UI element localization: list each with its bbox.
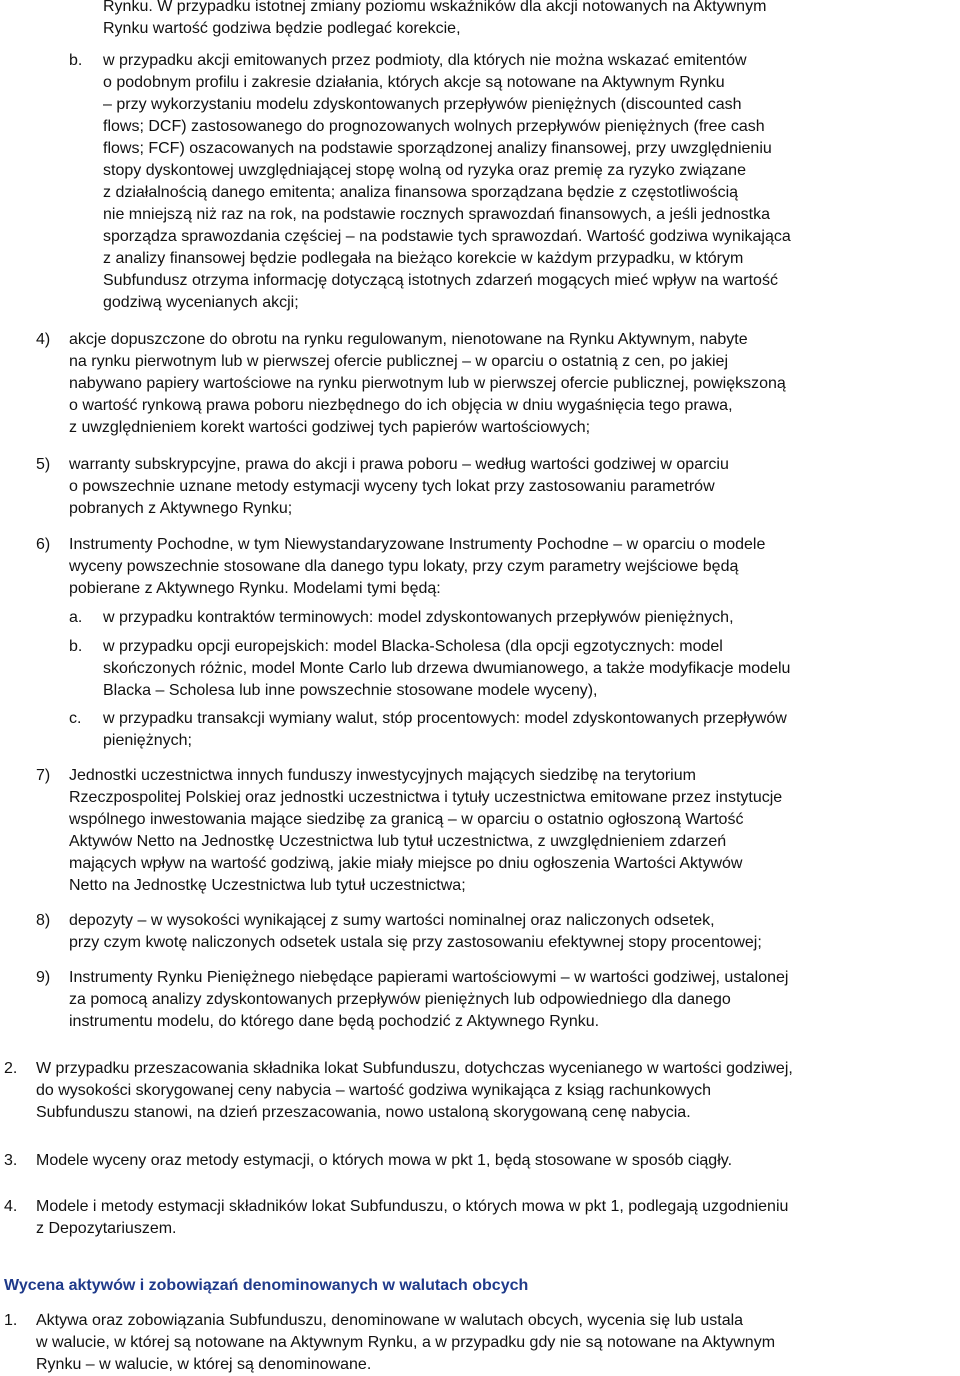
list-marker: 7) xyxy=(36,767,51,784)
text-line: w przypadku kontraktów terminowych: model zdyskontowanych przepływów pieniężnych, xyxy=(103,609,734,626)
text-line: Rynku wartość godziwa będzie podlegać korekcie, xyxy=(103,20,461,37)
text-line: Blacka – Scholesa lub inne powszechnie stosowane modele wyceny), xyxy=(103,682,598,699)
text-line: nie mniejszą niż raz na rok, na podstawie rocznych sprawozdań finansowych, a jeśli jednostka xyxy=(103,206,771,223)
text-line: Rynku – w walucie, w której są denominowane. xyxy=(36,1356,372,1373)
text-line: na rynku pierwotnym lub w pierwszej ofercie publicznej – w oparciu o ostatnią z cen, po jakiej xyxy=(69,353,728,370)
text-line: depozyty – w wysokości wynikającej z sumy wartości nominalnej oraz naliczonych odsetek, xyxy=(69,912,715,929)
text-line: pieniężnych; xyxy=(103,732,192,749)
text-line: instrumentu modelu, do którego dane będą pochodzić z Aktywnego Rynku. xyxy=(69,1013,600,1030)
text-line: W przypadku przeszacowania składnika lokat Subfunduszu, dotychczas wycenianego w wartości godziwej, xyxy=(36,1060,793,1077)
text-line: Subfunduszu stanowi, na dzień przeszacowania, nowo ustaloną skorygowaną cenę nabycia. xyxy=(36,1104,691,1121)
text-line: Instrumenty Pochodne, w tym Niewystandaryzowane Instrumenty Pochodne – w oparciu o modele xyxy=(69,536,766,553)
text-line: za pomocą analizy zdyskontowanych przepływów pieniężnych lub odpowiedniego dla danego xyxy=(69,991,731,1008)
text-line: Jednostki uczestnictwa innych funduszy inwestycyjnych mających siedzibę na terytorium xyxy=(69,767,696,784)
text-line: stopy dyskontowej uwzględniającej stopę wolną od ryzyka oraz premię za ryzyko związane xyxy=(103,162,746,179)
text-line: Netto na Jednostkę Uczestnictwa lub tytuł uczestnictwa; xyxy=(69,877,466,894)
point-marker: 2. xyxy=(4,1060,18,1077)
text-line: mających wpływ na wartość godziwą, jakie miały miejsce po dniu ogłoszenia Wartości Aktywów xyxy=(69,855,743,872)
text-line: wyceny powszechnie stosowane dla danego typu lokaty, przy czym parametry wejściowe będą xyxy=(69,558,739,575)
text-line: w przypadku opcji europejskich: model Blacka-Scholesa (dla opcji egzotycznych: model xyxy=(103,638,723,655)
text-line: z działalnością danego emitenta; analiza finansowa sporządzana będzie z częstotliwością xyxy=(103,184,739,201)
text-line: pobranych z Aktywnego Rynku; xyxy=(69,500,293,517)
list-marker: 6) xyxy=(36,536,51,553)
text-line: flows; DCF) zastosowanego do prognozowanych wolnych przepływów pieniężnych (free cash xyxy=(103,118,765,135)
list-marker: b. xyxy=(69,52,83,69)
text-line: Rynku. W przypadku istotnej zmiany poziomu wskaźników dla akcji notowanych na Aktywnym xyxy=(103,0,767,15)
text-line: – przy wykorzystaniu modelu zdyskontowanych przepływów pieniężnych (discounted cash xyxy=(103,96,742,113)
text-line: skończonych różnic, model Monte Carlo lub drzewa dwumianowego, a także modyfikacje modelu xyxy=(103,660,791,677)
text-line: flows; FCF) oszacowanych na podstawie sporządzonej analizy finansowej, przy uwzględnieniu xyxy=(103,140,772,157)
text-line: sporządza sprawozdania częściej – na podstawie tych sprawozdań. Wartość godziwa wynikająca xyxy=(103,228,791,245)
text-line: godziwą wycenianych akcji; xyxy=(103,294,299,311)
list-marker: 8) xyxy=(36,912,51,929)
text-line: do wysokości skorygowanej ceny nabycia – wartość godziwa wynikająca z ksiąg rachunkowych xyxy=(36,1082,711,1099)
list-marker: 4) xyxy=(36,331,51,348)
sub-list-marker: b. xyxy=(69,638,83,655)
list-marker: 5) xyxy=(36,456,51,473)
point-marker: 1. xyxy=(4,1312,18,1329)
point-marker: 3. xyxy=(4,1152,18,1169)
text-line: z analizy finansowej będzie podlegała na bieżąco korekcie w każdym przypadku, w którym xyxy=(103,250,744,267)
section-heading: Wycena aktywów i zobowiązań denominowanych w walutach obcych xyxy=(4,1277,529,1294)
text-line: w przypadku akcji emitowanych przez podmioty, dla których nie można wskazać emitentów xyxy=(103,52,747,69)
text-line: przy czym kwotę naliczonych odsetek ustala się przy zastosowaniu efektywnej stopy procentowej; xyxy=(69,934,762,951)
text-line: akcje dopuszczone do obrotu na rynku regulowanym, nienotowane na Rynku Aktywnym, nabyte xyxy=(69,331,748,348)
text-line: w przypadku transakcji wymiany walut, stóp procentowych: model zdyskontowanych przepływów xyxy=(103,710,787,727)
point-marker: 4. xyxy=(4,1198,18,1215)
text-line: o wartość rynkową prawa poboru niezbędnego do ich objęcia w dniu wygaśnięcia tego prawa, xyxy=(69,397,733,414)
list-marker: 9) xyxy=(36,969,51,986)
text-line: Aktywów Netto na Jednostkę Uczestnictwa lub tytuł uczestnictwa, z uwzględnieniem zdarzeń xyxy=(69,833,727,850)
text-line: Aktywa oraz zobowiązania Subfunduszu, denominowane w walutach obcych, wycenia się lub ustala xyxy=(36,1312,744,1329)
text-line: Instrumenty Rynku Pieniężnego niebędące papierami wartościowymi – w wartości godziwej, ustalonej xyxy=(69,969,789,986)
text-line: o powszechnie uznane metody estymacji wyceny tych lokat przy zastosowaniu parametrów xyxy=(69,478,715,495)
text-line: z uwzględnieniem korekt wartości godziwej tych papierów wartościowych; xyxy=(69,419,591,436)
text-line: Subfundusz otrzyma informację dotyczącą istotnych zdarzeń mogących mieć wpływ na wartość xyxy=(103,272,778,289)
sub-list-marker: a. xyxy=(69,609,83,626)
text-line: o podobnym profilu i zakresie działania, których akcje są notowane na Aktywnym Rynku xyxy=(103,74,725,91)
sub-list-marker: c. xyxy=(69,710,82,727)
text-line: warranty subskrypcyjne, prawa do akcji i prawa poboru – według wartości godziwej w oparciu xyxy=(69,456,729,473)
text-line: z Depozytariuszem. xyxy=(36,1220,177,1237)
text-line: w walucie, w której są notowane na Aktywnym Rynku, a w przypadku gdy nie są notowane na Aktywnym xyxy=(36,1334,776,1351)
text-line: nabywano papiery wartościowe na rynku pierwotnym lub w pierwszej ofercie publicznej, powiększoną xyxy=(69,375,786,392)
text-line: wspólnego inwestowania mające siedzibę za granicą – w oparciu o ostatnio ogłoszoną Wartość xyxy=(69,811,744,828)
text-line: Modele wyceny oraz metody estymacji, o których mowa w pkt 1, będą stosowane w sposób ciągły. xyxy=(36,1152,733,1169)
text-line: Modele i metody estymacji składników lokat Subfunduszu, o których mowa w pkt 1, podlegają uzgodnieniu xyxy=(36,1198,789,1215)
text-line: pobierane z Aktywnego Rynku. Modelami tymi będą: xyxy=(69,580,441,597)
text-line: Rzeczpospolitej Polskiej oraz jednostki uczestnictwa i tytuły uczestnictwa emitowane przez instytucje xyxy=(69,789,783,806)
